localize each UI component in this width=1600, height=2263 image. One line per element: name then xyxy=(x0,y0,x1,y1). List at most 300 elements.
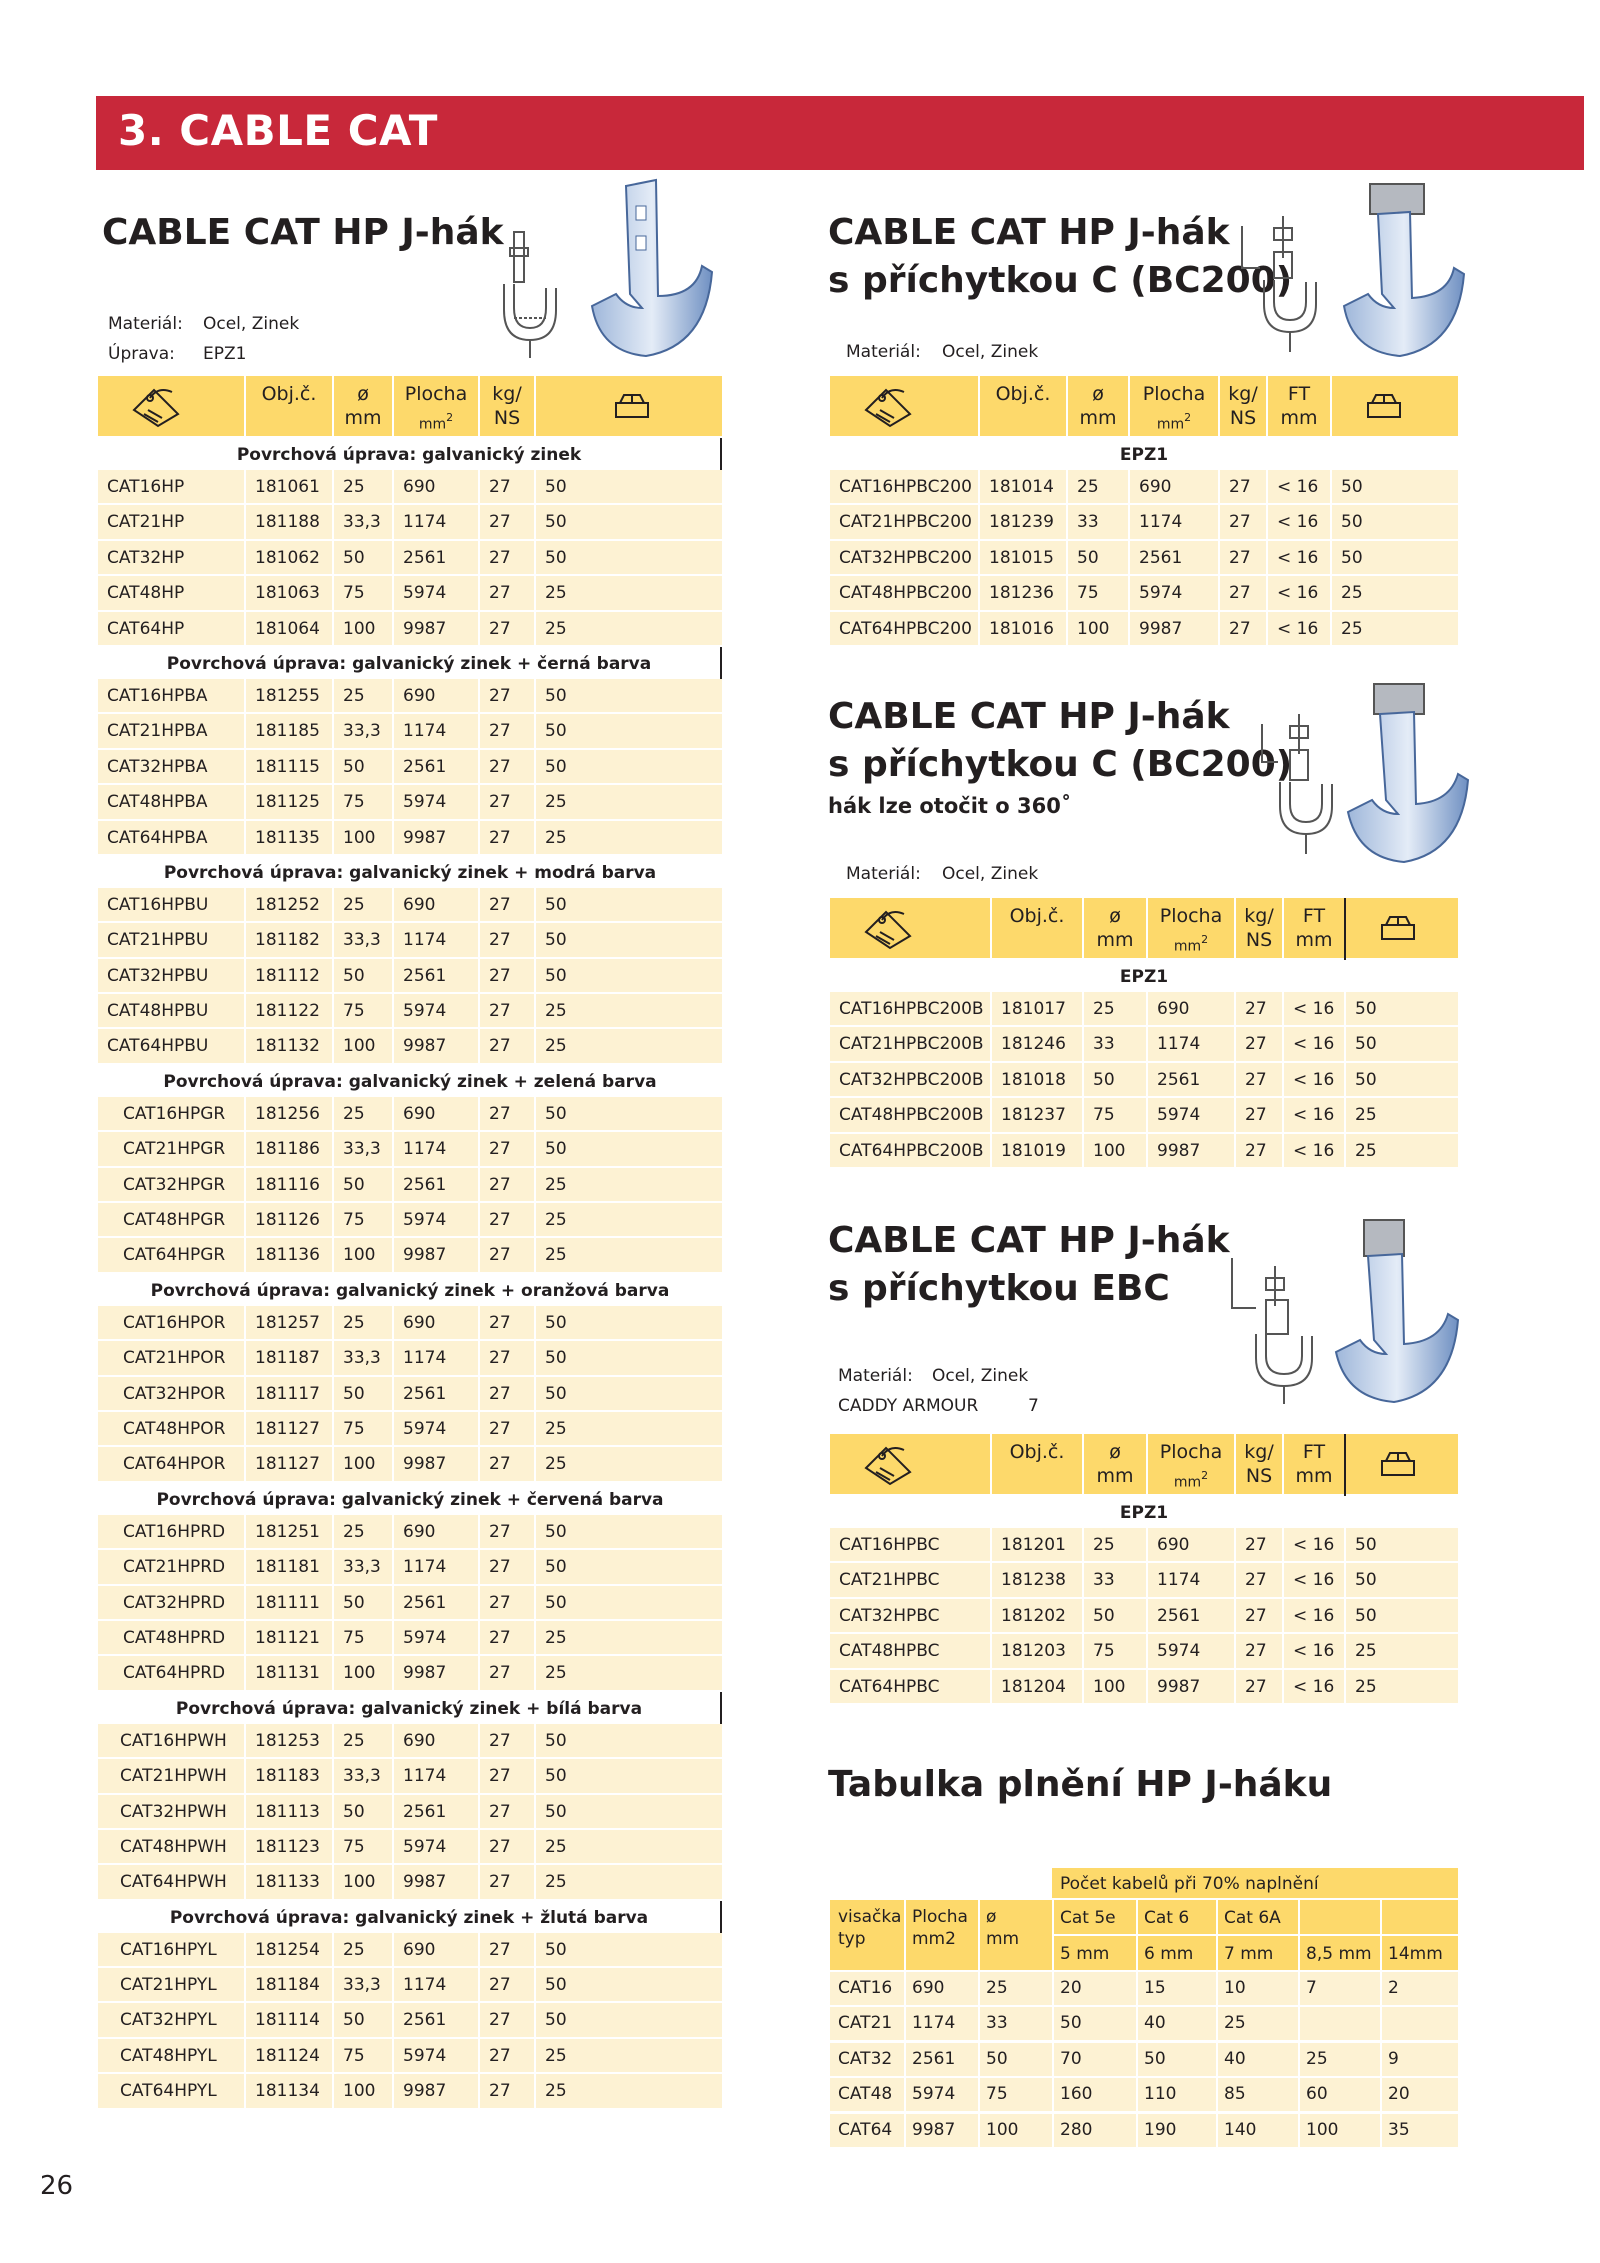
fill-divider xyxy=(1298,2043,1300,2076)
table-cell: 181064 xyxy=(244,612,332,645)
table-row xyxy=(830,1027,1458,1062)
table-cell: CAT21HPRD xyxy=(123,1557,226,1578)
table-cell: 27 xyxy=(478,470,534,503)
table-cell: 27 xyxy=(1218,612,1266,645)
right2-title-line1: CABLE CAT HP J-hák xyxy=(828,696,1230,737)
table-cell: 100 xyxy=(332,1656,392,1689)
table-row xyxy=(98,1515,722,1550)
table-cell: 10 xyxy=(1224,1978,1246,1998)
table-cell: 27 xyxy=(1234,1599,1282,1632)
fill-table-title: Tabulka plnění HP J-háku xyxy=(828,1764,1333,1805)
table-cell: 1174 xyxy=(392,505,478,538)
table-row xyxy=(98,1550,722,1585)
table-cell: 27 xyxy=(478,1447,534,1480)
table-cell: CAT48HP xyxy=(107,583,185,604)
fill-divider xyxy=(1298,1972,1300,2005)
header-objc: Obj.č. xyxy=(978,376,1066,438)
table-row xyxy=(98,1621,722,1656)
right2-product-table xyxy=(830,898,1458,1169)
header-area: Plocha $mm^2$ xyxy=(1146,1434,1234,1496)
table-cell: CAT48HPBA xyxy=(107,792,208,813)
fill-divider xyxy=(1052,1972,1054,2005)
table-cell: 75 xyxy=(1082,1634,1146,1667)
table-cell: 27 xyxy=(478,505,534,538)
table-cell: 181251 xyxy=(244,1515,332,1548)
table-cell: 27 xyxy=(478,1412,534,1445)
table-cell: 181185 xyxy=(244,714,332,747)
table-cell: 50 xyxy=(534,959,722,992)
table-cell: CAT32HPRD xyxy=(123,1592,226,1613)
table-cell: 181184 xyxy=(244,1968,332,2001)
table-row xyxy=(830,505,1458,540)
table-row xyxy=(98,1759,722,1794)
table-cell: 50 xyxy=(1330,505,1458,538)
table-cell: CAT16HPBA xyxy=(107,685,208,706)
left-product-table xyxy=(98,376,722,2110)
table-cell: 33,3 xyxy=(332,1341,392,1374)
section-banner xyxy=(96,96,1584,170)
fill-header-size: 5 mm xyxy=(1060,1944,1110,1964)
header-ft: FT mm xyxy=(1282,1434,1344,1496)
table-cell: 50 xyxy=(332,2003,392,2036)
banner-title: 3. CABLE CAT xyxy=(118,106,438,155)
fill-divider xyxy=(1216,2007,1218,2040)
table-cell: 181123 xyxy=(244,1830,332,1863)
header-ft: FT mm xyxy=(1282,898,1344,960)
table-cell: 50 xyxy=(534,750,722,783)
table-cell: 27 xyxy=(478,612,534,645)
table-cell: < 16 xyxy=(1282,1063,1344,1096)
table-cell: 50 xyxy=(534,541,722,574)
table-cell: 27 xyxy=(478,576,534,609)
table-cell: 181253 xyxy=(244,1724,332,1757)
table-cell: 33 xyxy=(1082,1563,1146,1596)
table-cell: 25 xyxy=(1344,1098,1458,1131)
table-cell: 33,3 xyxy=(332,1132,392,1165)
table-cell: 2561 xyxy=(392,750,478,783)
fill-divider xyxy=(904,1900,906,1970)
table-row xyxy=(98,1865,722,1900)
table-cell: 181256 xyxy=(244,1097,332,1130)
table-cell: 181017 xyxy=(990,992,1082,1025)
table-cell: 50 xyxy=(1082,1063,1146,1096)
table-cell: 27 xyxy=(1234,992,1282,1025)
table-cell: 25 xyxy=(332,679,392,712)
table-row xyxy=(98,1586,722,1621)
table-cell: 50 xyxy=(534,888,722,921)
table-row xyxy=(98,1306,722,1341)
table-cell: 1174 xyxy=(1128,505,1218,538)
table-cell: 27 xyxy=(478,1795,534,1828)
table-cell: 181236 xyxy=(978,576,1066,609)
table-cell: 27 xyxy=(478,714,534,747)
fill-top-header: Počet kabelů při 70% naplnění xyxy=(1052,1868,1458,1900)
table-header xyxy=(830,898,1458,960)
table-cell: 9 xyxy=(1388,2048,1399,2069)
table-cell: 2561 xyxy=(912,2048,956,2069)
table-cell: 181202 xyxy=(990,1599,1082,1632)
fill-divider xyxy=(978,1900,980,1970)
table-cell: CAT64HPBU xyxy=(107,1036,209,1057)
table-row xyxy=(98,612,722,647)
fill-header-cat: Cat 5e xyxy=(1060,1908,1116,1928)
table-cell: 27 xyxy=(478,923,534,956)
table-cell: CAT21HPBC xyxy=(839,1570,940,1591)
table-cell: 181255 xyxy=(244,679,332,712)
table-cell: < 16 xyxy=(1266,541,1330,574)
right3-material-label: Materiál: xyxy=(838,1366,913,1386)
table-row xyxy=(98,1168,722,1203)
table-cell: 20 xyxy=(1060,1978,1082,1998)
table-cell: 181239 xyxy=(978,505,1066,538)
table-cell: 25 xyxy=(534,1830,722,1863)
table-cell: 50 xyxy=(332,959,392,992)
table-cell: CAT16HPYL xyxy=(120,1939,217,1960)
table-cell: < 16 xyxy=(1282,992,1344,1025)
table-cell: 25 xyxy=(332,1306,392,1339)
table-cell: 181116 xyxy=(244,1168,332,1201)
jhook-photo xyxy=(586,176,716,372)
table-cell: 27 xyxy=(478,541,534,574)
fill-header-size: 7 mm xyxy=(1224,1944,1274,1964)
table-cell: 2561 xyxy=(392,1168,478,1201)
table-cell: 27 xyxy=(478,1656,534,1689)
table-row xyxy=(98,1238,722,1273)
table-cell: CAT64HPBA xyxy=(107,827,208,848)
table-row xyxy=(830,576,1458,611)
table-cell: 690 xyxy=(392,1933,478,1966)
table-row xyxy=(98,470,722,505)
table-cell: 27 xyxy=(478,2003,534,2036)
table-cell: 181203 xyxy=(990,1634,1082,1667)
table-cell: 181127 xyxy=(244,1447,332,1480)
table-cell: 27 xyxy=(1234,1634,1282,1667)
table-cell: 50 xyxy=(534,1097,722,1130)
table-row xyxy=(98,1097,722,1132)
tag-icon xyxy=(860,384,916,430)
table-cell: 25 xyxy=(534,612,722,645)
table-cell: 50 xyxy=(534,2003,722,2036)
table-cell: 27 xyxy=(1234,1563,1282,1596)
section-heading: Povrchová úprava: galvanický zinek + žlutá barva xyxy=(98,1901,722,1933)
table-cell: 25 xyxy=(332,1097,392,1130)
table-cell: CAT21HPBC200 xyxy=(839,512,972,533)
table-cell: 181019 xyxy=(990,1134,1082,1167)
table-cell: 7 xyxy=(1306,1978,1317,1998)
table-cell: 50 xyxy=(1344,1563,1458,1596)
table-cell: 9987 xyxy=(392,2074,478,2107)
table-cell: CAT16HPWH xyxy=(120,1730,227,1751)
header-weight: kg/ NS xyxy=(1234,898,1282,960)
fill-divider xyxy=(904,2007,906,2040)
table-cell: 33 xyxy=(1082,1027,1146,1060)
table-cell: CAT16HPRD xyxy=(123,1521,226,1542)
jhook-drawing xyxy=(488,228,572,364)
table-cell: 33 xyxy=(1066,505,1128,538)
table-cell: 50 xyxy=(534,1341,722,1374)
fill-divider xyxy=(1298,2114,1300,2147)
header-weight: kg/ NS xyxy=(478,376,534,438)
table-cell: CAT64HP xyxy=(107,618,185,639)
section-heading: Povrchová úprava: galvanický zinek + červená barva xyxy=(98,1483,722,1515)
table-cell: CAT48HPBC200B xyxy=(839,1105,984,1126)
table-row xyxy=(98,576,722,611)
fill-divider xyxy=(978,2078,980,2111)
table-cell: 9987 xyxy=(912,2119,956,2140)
table-cell: 25 xyxy=(534,1656,722,1689)
table-cell: 181135 xyxy=(244,821,332,854)
table-cell: 75 xyxy=(1066,576,1128,609)
fill-divider xyxy=(1052,2007,1054,2040)
table-cell: 2561 xyxy=(392,2003,478,2036)
header-ft: FT mm xyxy=(1266,376,1330,438)
table-cell: CAT64HPYL xyxy=(120,2081,217,2102)
section-heading: EPZ1 xyxy=(830,960,1458,992)
clip-icon xyxy=(1378,913,1418,943)
table-cell: 140 xyxy=(1224,2119,1257,2140)
table-cell: 181237 xyxy=(990,1098,1082,1131)
fill-header-area: Plocha mm2 xyxy=(912,1907,968,1949)
table-cell: 75 xyxy=(332,1412,392,1445)
table-cell: 27 xyxy=(478,785,534,818)
table-cell: CAT21HPBA xyxy=(107,721,208,742)
fill-divider xyxy=(1136,2007,1138,2040)
table-row xyxy=(98,2003,722,2038)
section-heading: Povrchová úprava: galvanický zinek + modrá barva xyxy=(98,856,722,888)
table-cell: 181015 xyxy=(978,541,1066,574)
table-cell: 75 xyxy=(332,785,392,818)
table-cell: 27 xyxy=(478,1933,534,1966)
table-cell: < 16 xyxy=(1282,1599,1344,1632)
table-cell: 160 xyxy=(1060,2084,1093,2105)
section-heading: EPZ1 xyxy=(830,1496,1458,1528)
table-cell: 1174 xyxy=(1146,1563,1234,1596)
table-cell: 50 xyxy=(986,2048,1008,2069)
table-cell: CAT32HPBU xyxy=(107,965,209,986)
fill-divider xyxy=(1380,2007,1382,2040)
table-cell: 181127 xyxy=(244,1412,332,1445)
table-cell: 690 xyxy=(392,1724,478,1757)
table-cell: CAT64HPBC200B xyxy=(839,1140,984,1161)
table-row xyxy=(830,1528,1458,1563)
table-cell: 50 xyxy=(534,1132,722,1165)
table-cell: 27 xyxy=(478,1238,534,1271)
right3-armour-value: 7 xyxy=(1028,1396,1039,1416)
table-cell: 181246 xyxy=(990,1027,1082,1060)
table-cell: 50 xyxy=(332,750,392,783)
table-cell: 100 xyxy=(332,2074,392,2107)
table-cell: 2 xyxy=(1388,1978,1399,1998)
table-cell: 9987 xyxy=(1128,612,1218,645)
table-cell: < 16 xyxy=(1266,470,1330,503)
section-heading: Povrchová úprava: galvanický zinek + černá barva xyxy=(98,647,722,679)
table-cell: 25 xyxy=(332,1724,392,1757)
table-cell: 9987 xyxy=(1146,1134,1234,1167)
table-cell: CAT64HPRD xyxy=(123,1663,226,1684)
fill-divider xyxy=(1136,1972,1138,2005)
table-cell: < 16 xyxy=(1282,1098,1344,1131)
table-cell: 75 xyxy=(332,1203,392,1236)
table-cell: 5974 xyxy=(392,994,478,1027)
table-row xyxy=(830,992,1458,1027)
page-number: 26 xyxy=(40,2171,74,2201)
table-cell: CAT16HPBU xyxy=(107,894,209,915)
table-cell: 5974 xyxy=(392,785,478,818)
table-cell: 25 xyxy=(1330,612,1458,645)
table-cell: 280 xyxy=(1060,2119,1093,2140)
table-cell: 25 xyxy=(534,1865,722,1898)
table-cell: 100 xyxy=(1082,1134,1146,1167)
fill-divider xyxy=(978,1972,980,2005)
table-cell: 2561 xyxy=(392,959,478,992)
fill-divider xyxy=(978,2007,980,2040)
table-cell: CAT16HPBC xyxy=(839,1535,940,1555)
table-row xyxy=(830,612,1458,647)
table-cell: 690 xyxy=(392,470,478,503)
table-cell: 27 xyxy=(1234,1063,1282,1096)
header-area: Plocha $mm^2$ xyxy=(392,376,478,438)
table-cell: 25 xyxy=(1066,470,1128,503)
jhook-rotating-photo xyxy=(1340,680,1472,872)
table-row xyxy=(98,679,722,714)
table-cell: 27 xyxy=(478,1830,534,1863)
table-cell: 40 xyxy=(1224,2048,1246,2069)
header-diameter: ø mm xyxy=(1082,1434,1146,1496)
fill-divider xyxy=(1380,2043,1382,2076)
table-cell: 27 xyxy=(478,888,534,921)
table-cell: CAT48HPYL xyxy=(120,2045,217,2066)
table-cell: 25 xyxy=(332,1515,392,1548)
table-row xyxy=(830,1063,1458,1098)
table-cell: 27 xyxy=(1234,1670,1282,1703)
table-cell: 40 xyxy=(1144,2013,1166,2034)
table-cell: 181188 xyxy=(244,505,332,538)
table-cell: 75 xyxy=(986,2084,1008,2105)
table-cell: 20 xyxy=(1388,2084,1410,2105)
table-cell: CAT32HPBC xyxy=(839,1605,940,1626)
table-cell: 50 xyxy=(1330,470,1458,503)
table-row xyxy=(98,1412,722,1447)
table-cell: 50 xyxy=(1344,1063,1458,1096)
table-cell: 25 xyxy=(534,1412,722,1445)
table-cell: 9987 xyxy=(392,821,478,854)
table-cell: 181112 xyxy=(244,959,332,992)
table-cell: 181257 xyxy=(244,1306,332,1339)
table-cell: 27 xyxy=(478,1132,534,1165)
table-cell: 27 xyxy=(478,750,534,783)
table-cell: 27 xyxy=(478,1724,534,1757)
clip-icon xyxy=(1378,1449,1418,1479)
table-cell: CAT32HPWH xyxy=(120,1801,227,1822)
table-cell: CAT16HPOR xyxy=(123,1312,226,1333)
table-cell: 50 xyxy=(1144,2048,1166,2069)
fill-divider xyxy=(1052,2078,1054,2111)
table-cell: 25 xyxy=(534,1447,722,1480)
table-row xyxy=(98,714,722,749)
table-row xyxy=(98,1029,722,1064)
table-cell: 25 xyxy=(534,785,722,818)
right2-material-value: Ocel, Zinek xyxy=(942,864,1039,884)
table-cell: 25 xyxy=(332,470,392,503)
table-cell: 50 xyxy=(332,1168,392,1201)
table-cell: 690 xyxy=(392,888,478,921)
table-row xyxy=(830,1098,1458,1133)
table-cell: CAT16 xyxy=(838,1978,893,1998)
table-cell: 27 xyxy=(478,1550,534,1583)
table-cell: 27 xyxy=(478,1586,534,1619)
table-row xyxy=(98,1724,722,1759)
fill-divider xyxy=(1298,2007,1300,2040)
table-cell: 1174 xyxy=(392,1759,478,1792)
table-cell: CAT32HPBC200B xyxy=(839,1069,984,1090)
table-cell: CAT32HPOR xyxy=(123,1383,226,1404)
table-cell: 50 xyxy=(534,1377,722,1410)
table-cell: 5974 xyxy=(392,1412,478,1445)
table-cell: 50 xyxy=(1060,2013,1082,2034)
table-cell: CAT32HPYL xyxy=(120,2010,217,2031)
table-cell: CAT32HPBA xyxy=(107,756,208,777)
fill-header-cat: Cat 6A xyxy=(1224,1908,1281,1928)
fill-divider xyxy=(1052,1934,1458,1936)
table-cell: 25 xyxy=(1224,2013,1246,2034)
section-heading: Povrchová úprava: galvanický zinek + bílá barva xyxy=(98,1692,722,1724)
table-cell: 50 xyxy=(1082,1599,1146,1632)
table-cell: 2561 xyxy=(1146,1063,1234,1096)
table-cell: CAT32HP xyxy=(107,547,185,568)
table-cell: 690 xyxy=(1128,470,1218,503)
table-cell: 100 xyxy=(332,1238,392,1271)
table-cell: 15 xyxy=(1144,1978,1166,1998)
table-cell: CAT21HPBU xyxy=(107,930,209,951)
table-header xyxy=(98,376,722,438)
table-cell: 5974 xyxy=(392,1203,478,1236)
table-cell: < 16 xyxy=(1282,1634,1344,1667)
table-cell: 181136 xyxy=(244,1238,332,1271)
table-cell: 2561 xyxy=(1128,541,1218,574)
fill-divider xyxy=(978,2043,980,2076)
table-cell: 27 xyxy=(478,1865,534,1898)
section-heading: EPZ1 xyxy=(830,438,1458,470)
table-cell: 25 xyxy=(534,576,722,609)
table-row xyxy=(98,821,722,856)
table-cell: CAT64HPGR xyxy=(123,1245,226,1266)
table-cell: 50 xyxy=(534,1515,722,1548)
table-cell: 100 xyxy=(332,1865,392,1898)
table-cell: 25 xyxy=(986,1978,1008,1998)
table-cell: 50 xyxy=(534,470,722,503)
table-cell: 85 xyxy=(1224,2084,1246,2105)
table-cell: 75 xyxy=(332,576,392,609)
table-cell: 50 xyxy=(534,1550,722,1583)
fill-divider xyxy=(1136,2114,1138,2147)
table-cell: 50 xyxy=(534,1968,722,2001)
table-row xyxy=(98,994,722,1029)
table-row xyxy=(98,750,722,785)
right1-material-value: Ocel, Zinek xyxy=(942,342,1039,362)
table-cell: 181254 xyxy=(244,1933,332,1966)
table-cell: < 16 xyxy=(1282,1528,1344,1561)
table-cell: CAT48HPOR xyxy=(123,1418,226,1439)
table-cell: 1174 xyxy=(392,1341,478,1374)
table-cell: 25 xyxy=(332,888,392,921)
table-cell: 9987 xyxy=(392,1029,478,1062)
table-cell: 25 xyxy=(332,1933,392,1966)
table-row xyxy=(98,1447,722,1482)
right3-armour-label: CADDY ARMOUR xyxy=(838,1396,979,1416)
table-cell: 181238 xyxy=(990,1563,1082,1596)
table-cell: 60 xyxy=(1306,2084,1328,2105)
table-cell: 181061 xyxy=(244,470,332,503)
